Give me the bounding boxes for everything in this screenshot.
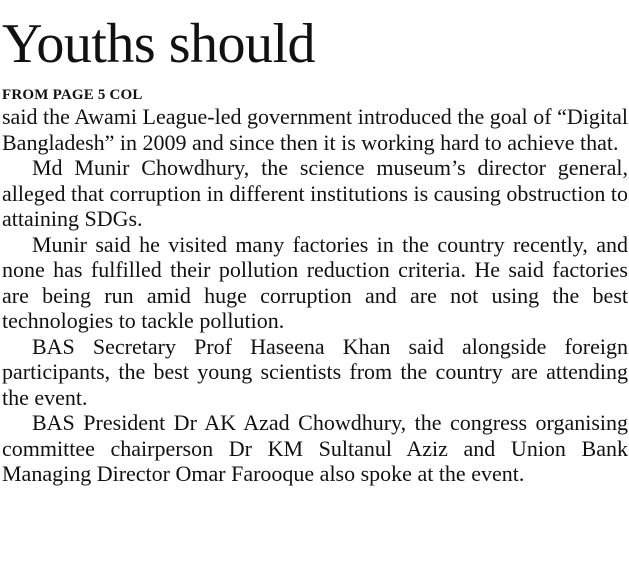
news-article <box>2 0 628 487</box>
article-paragraph-3: Munir said he visited many factories in the country recently, and none has fulfilled their pollution reduction criteria. He said factories are being run amid huge corruption and are not using the best technologies to tackle pollution. <box>2 231 628 333</box>
article-paragraph-4: BAS Secretary Prof Haseena Khan said alongside foreign participants, the best young scientists from the country are attending the event. <box>2 333 628 410</box>
article-paragraph-2: Md Munir Chowdhury, the science museum’s director general, alleged that corruption in different institutions is causing obstruction to attaining SDGs. <box>2 155 628 231</box>
article-headline: Youths should <box>2 13 316 75</box>
article-body <box>2 104 628 487</box>
article-paragraph-1: said the Awami League-led government introduced the goal of “Digital Bangladesh” in 2009 and since then it is working hard to achieve that. <box>2 104 628 155</box>
article-paragraph-5: BAS President Dr AK Azad Chowdhury, the congress organising committee chairperson Dr KM Sultanul Aziz and Union Bank Managing Director Omar Farooque also spoke at the event. <box>2 410 628 486</box>
continued-from-line: FROM PAGE 5 COL <box>2 87 143 103</box>
